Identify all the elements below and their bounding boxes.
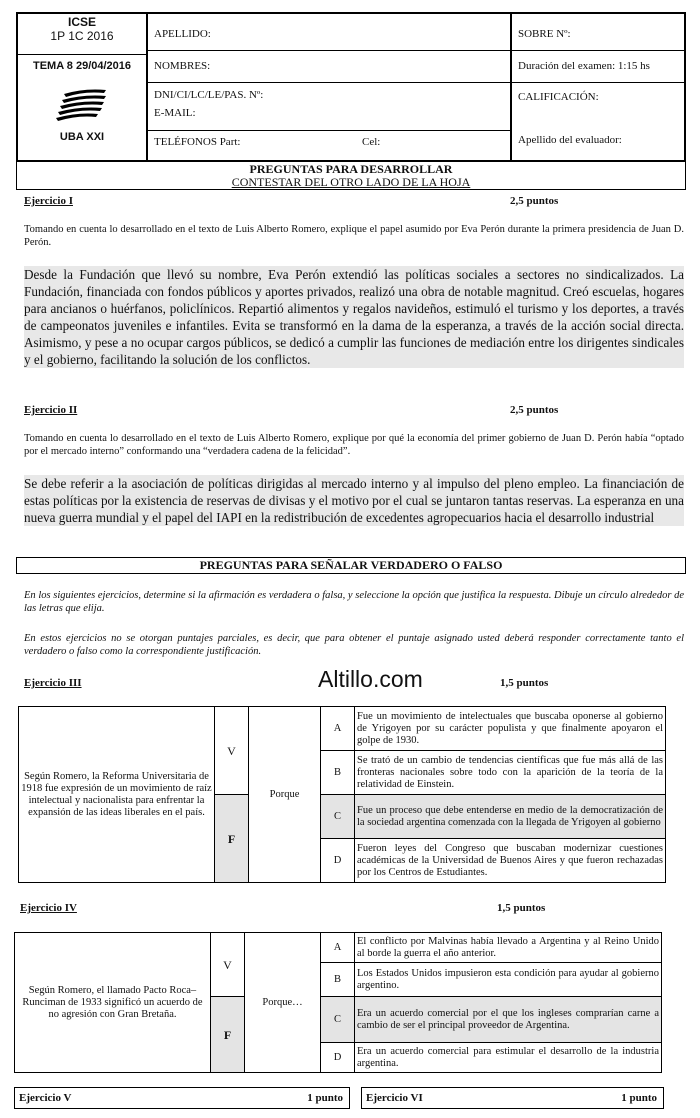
telefono-field[interactable]: TELÉFONOS Part: [154, 136, 241, 148]
watermark: Altillo.com [318, 666, 423, 692]
icse-label: ICSE [67, 15, 96, 29]
ej4-porque: Porque… [245, 933, 321, 1073]
ej1-answer: Desde la Fundación que llevó su nombre, Eva Perón extendió las políticas sociales a sectores no sindicalizados. La Fundación, financiada con fondos públicos y aportes privados, realizó una obra de notable magnitud. Creó escuelas, hogares para ancianos o huérfanos, policlínicos. Repartió alimentos y regalos navideños, estimuló el turismo y los deportes, a través de campeonatos juveniles e infantiles. Evita se transformó en la dama de la esperanza, a través de la acción social directa. Asimismo, y pese a no ocupar cargos públicos, se dedicó a cumplir las funciones de mediación entre los dirigentes sindicales y el gobierno, facilitando la solución de los conflictos. [24, 267, 684, 367]
ej5-label: Ejercicio V [19, 1092, 72, 1104]
tema-label: TEMA 8 29/04/2016 [32, 60, 132, 72]
ej4-true-option[interactable]: V [211, 933, 245, 997]
vf-instructions-1: En los siguientes ejercicios, determine si la afirmación es verdadera o falsa, y seleccione la opción que justifica la respuesta. Dibuje un círculo alrededor de las letras que elija. [24, 590, 684, 614]
ej4-option-text: Era un acuerdo comercial para estimular el desarrollo de la industria argentina. [355, 1043, 662, 1073]
ej3-label: Ejercicio III [24, 677, 82, 689]
ej5-box [14, 1087, 350, 1109]
exam-code: 1P 1C 2016 [50, 29, 114, 43]
evaluador-field[interactable]: Apellido del evaluador: [518, 134, 622, 146]
uba-logo-icon [54, 86, 114, 126]
uba-logo [54, 86, 114, 126]
duracion-label: Duración del examen: 1:15 hs [518, 60, 650, 72]
ej4-label: Ejercicio IV [20, 902, 77, 914]
ej4-table [14, 932, 662, 1073]
ej4-option-letter[interactable]: A [321, 933, 355, 963]
ej3-option-text: Fueron leyes del Congreso que buscaban modernizar cuestiones académicas de la Universidad de Buenos Aires y que fueron rechazadas por los Centros de Estudiantes. [355, 839, 666, 883]
ej4-statement: Según Romero, el llamado Pacto Roca–Runciman de 1933 significó un acuerdo de no agresión con Gran Bretaña. [15, 933, 211, 1073]
apellido-field[interactable]: APELLIDO: [154, 28, 211, 40]
ej2-answer: Se debe referir a la asociación de políticas dirigidas al mercado interno y al impulso del pleno empleo. La financiación de estas políticas por la existencia de reservas de divisas y el motivo por el cual se juntaron tantas reservas. La esperanza en una nueva guerra mundial y el papel del IAPI en la redistribución de excedentes agropecuarios hacia el desarrollo industrial [24, 476, 684, 525]
ej3-true-option[interactable]: V [215, 707, 249, 795]
cel-field[interactable]: Cel: [362, 136, 381, 148]
ej4-option-letter[interactable]: C [321, 997, 355, 1043]
ej3-option-letter[interactable]: C [321, 795, 355, 839]
ej4-option-text: El conflicto por Malvinas había llevado a Argentina y al Reino Unido al borde la guerra el año anterior. [355, 933, 662, 963]
ej3-option-text: Fue un movimiento de intelectuales que buscaba oponerse al gobierno de Yrigoyen por su carácter populista y que finalmente apoyaron el golpe de 1930. [355, 707, 666, 751]
ej4-option-letter[interactable]: D [321, 1043, 355, 1073]
section-title: PREGUNTAS PARA DESARROLLAR [249, 162, 453, 176]
ej1-question: Tomando en cuenta lo desarrollado en el texto de Luis Alberto Romero, explique el papel asumido por Eva Perón durante la primera presidencia de Juan D. Perón. [24, 224, 684, 248]
nombres-field[interactable]: NOMBRES: [154, 60, 211, 72]
exam-header [16, 12, 686, 162]
ej3-option-letter[interactable]: D [321, 839, 355, 883]
section-subtitle: CONTESTAR DEL OTRO LADO DE LA HOJA [231, 175, 471, 189]
ej1-points: 2,5 puntos [510, 195, 559, 207]
ej4-option-text: Era un acuerdo comercial por el que los ingleses comprarían carne a cambio de ser el principal proveedor de Argentina. [355, 997, 662, 1043]
ej2-points: 2,5 puntos [510, 404, 559, 416]
calificacion-field[interactable]: CALIFICACIÓN: [518, 91, 599, 103]
ej4-option-text: Los Estados Unidos impusieron esta condición para ayudar al gobierno argentino. [355, 963, 662, 997]
email-field[interactable]: E-MAIL: [154, 107, 196, 119]
vf-instructions-2: En estos ejercicios no se otorgan puntajes parciales, es decir, que para obtener el puntaje asignado usted deberá responder correctamente tanto el verdadero o falso como la correspondiente justificación. [24, 633, 684, 657]
ej6-points: 1 punto [621, 1092, 657, 1104]
logo-text: UBA XXI [59, 131, 105, 143]
ej3-porque: Porque [249, 707, 321, 883]
ej4-false-option[interactable]: F [211, 997, 245, 1073]
ej3-statement: Según Romero, la Reforma Universitaria de 1918 fue expresión de un movimiento de raíz intelectual y nacionalista para enfrentar la expansión de las ideas liberales en el país. [19, 707, 215, 883]
ej3-table [18, 706, 666, 883]
ej5-points: 1 punto [307, 1092, 343, 1104]
ej3-option-text: Fue un proceso que debe entenderse en medio de la democratización de la sociedad argentina comenzada con la llegada de Yrigoyen al gobierno [355, 795, 666, 839]
section-vf-title: PREGUNTAS PARA SEÑALAR VERDADERO O FALSO [16, 557, 686, 574]
dni-field[interactable]: DNI/CI/LC/LE/PAS. Nº: [154, 89, 264, 101]
ej3-option-letter[interactable]: B [321, 751, 355, 795]
ej3-option-letter[interactable]: A [321, 707, 355, 751]
sobre-field[interactable]: SOBRE Nº: [518, 28, 571, 40]
ej6-label: Ejercicio VI [366, 1092, 423, 1104]
ej2-label: Ejercicio II [24, 404, 78, 416]
ej3-option-text: Se trató de un cambio de tendencias científicas que fue más allá de las fronteras nacionales sobre todo con la aparición de la teoría de la relatividad de Einstein. [355, 751, 666, 795]
ej6-box [361, 1087, 664, 1109]
ej3-points: 1,5 puntos [500, 677, 549, 689]
ej1-label: Ejercicio I [24, 195, 73, 207]
section-desarrollar-title [16, 162, 686, 190]
ej2-question: Tomando en cuenta lo desarrollado en el texto de Luis Alberto Romero, explique por qué la economía del primer gobierno de Juan D. Perón había “optado por el mercado interno” conformando una “verdadera cadena de la felicidad”. [24, 433, 684, 457]
ej3-false-option[interactable]: F [215, 795, 249, 883]
ej4-option-letter[interactable]: B [321, 963, 355, 997]
ej4-points: 1,5 puntos [497, 902, 546, 914]
